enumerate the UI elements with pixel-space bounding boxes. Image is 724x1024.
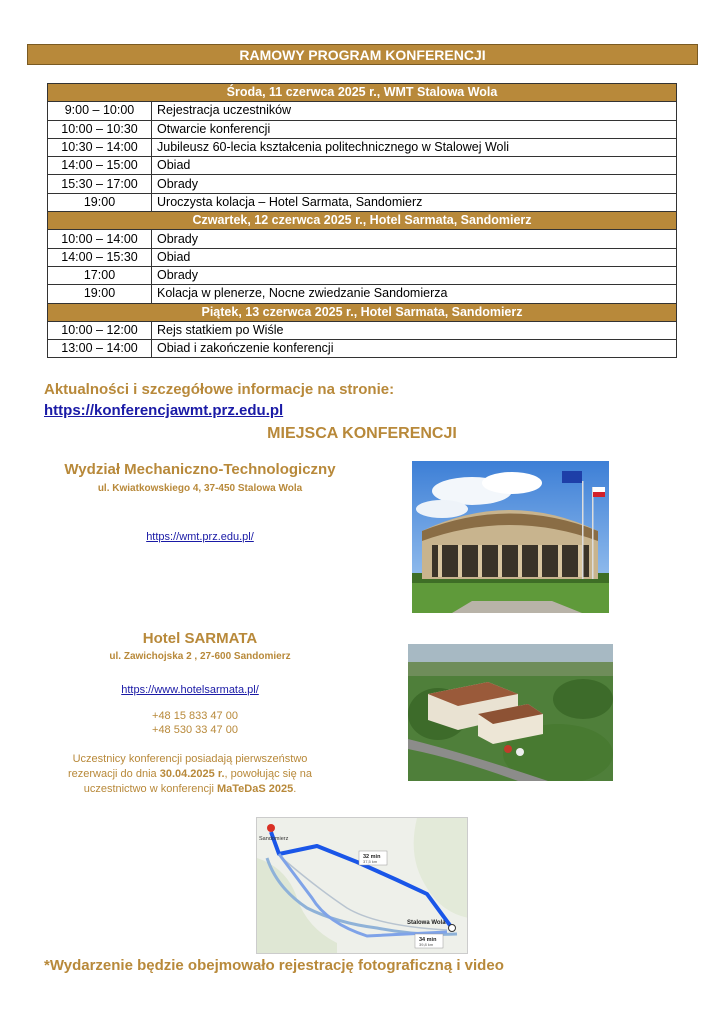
hotel-website-link[interactable]: https://www.hotelsarmata.pl/ <box>121 684 259 696</box>
table-row <box>48 175 677 193</box>
time-cell: 15:30 – 17:00 <box>48 175 152 193</box>
hotel-phone-2: +48 530 33 47 00 <box>152 724 238 736</box>
table-row <box>48 285 677 303</box>
table-row <box>48 102 677 120</box>
day-header-row <box>48 303 677 321</box>
note-text: , powołując się na <box>224 768 312 780</box>
map-label-sandomierz: Sandomierz <box>259 836 289 842</box>
conference-website-link[interactable]: https://konferencjawmt.prz.edu.pl <box>44 402 284 419</box>
wmt-name: Wydział Mechaniczno-Technologiczny <box>64 461 336 478</box>
wmt-address: ul. Kwiatkowskiego 4, 37-450 Stalowa Wola <box>97 483 303 494</box>
day-header: Czwartek, 12 czerwca 2025 r., Hotel Sarmata, Sandomierz <box>48 212 677 230</box>
conference-name: MaTeDaS 2025 <box>216 783 294 795</box>
time-cell: 19:00 <box>48 285 152 303</box>
table-row <box>48 340 677 358</box>
route-distance-2: 39,8 km <box>419 942 434 947</box>
hotel-reservation-note <box>40 752 340 797</box>
hotel-phone-1: +48 15 833 47 00 <box>152 710 238 722</box>
event-cell: Obiad <box>152 157 677 175</box>
reservation-deadline: 30.04.2025 r. <box>159 768 225 780</box>
time-cell: 10:00 – 10:30 <box>48 120 152 138</box>
day-header: Środa, 11 czerwca 2025 r., WMT Stalowa Wola <box>48 84 677 102</box>
footer-note: *Wydarzenie będzie obejmowało rejestrację fotograficzną i video <box>44 957 504 974</box>
map-label-stalowa-wola: Stalowa Wola <box>407 920 446 926</box>
table-row <box>48 266 677 284</box>
time-cell: 9:00 – 10:00 <box>48 102 152 120</box>
day-header-row <box>48 212 677 230</box>
hotel-address: ul. Zawichojska 2 , 27-600 Sandomierz <box>109 651 291 662</box>
table-row <box>48 120 677 138</box>
hotel-name: Hotel SARMATA <box>142 630 258 647</box>
route-time-2: 34 min <box>419 937 437 943</box>
table-row <box>48 138 677 156</box>
time-cell: 14:00 – 15:30 <box>48 248 152 266</box>
wmt-building-photo <box>412 461 609 613</box>
note-line-2 <box>40 767 340 782</box>
table-row <box>48 157 677 175</box>
event-cell: Obrady <box>152 266 677 284</box>
time-cell: 17:00 <box>48 266 152 284</box>
note-line-1: Uczestnicy konferencji posiadają pierwszeństwo <box>72 753 308 765</box>
table-row <box>48 230 677 248</box>
wmt-building-image <box>412 461 609 613</box>
note-text: uczestnictwo w konferencji <box>83 783 217 795</box>
route-map-image <box>257 818 468 954</box>
event-cell: Rejs statkiem po Wiśle <box>152 321 677 339</box>
day-header-row <box>48 84 677 102</box>
day-header: Piątek, 13 czerwca 2025 r., Hotel Sarmata, Sandomierz <box>48 303 677 321</box>
table-row <box>48 248 677 266</box>
hotel-aerial-photo <box>408 644 613 781</box>
event-cell: Obiad i zakończenie konferencji <box>152 340 677 358</box>
table-row <box>48 321 677 339</box>
time-cell: 19:00 <box>48 193 152 211</box>
note-text: rezerwacji do dnia <box>67 768 160 780</box>
wmt-website-link[interactable]: https://wmt.prz.edu.pl/ <box>146 531 254 543</box>
route-map <box>256 817 468 954</box>
hotel-aerial-image <box>408 644 613 781</box>
program-banner: RAMOWY PROGRAM KONFERENCJI <box>27 44 698 65</box>
event-cell: Obrady <box>152 230 677 248</box>
time-cell: 10:00 – 14:00 <box>48 230 152 248</box>
event-cell: Uroczysta kolacja – Hotel Sarmata, Sandomierz <box>152 193 677 211</box>
time-cell: 13:00 – 14:00 <box>48 340 152 358</box>
route-time-1: 32 min <box>363 854 381 860</box>
event-cell: Otwarcie konferencji <box>152 120 677 138</box>
note-text: . <box>293 783 297 795</box>
note-line-3 <box>40 782 340 797</box>
time-cell: 10:00 – 12:00 <box>48 321 152 339</box>
event-cell: Jubileusz 60-lecia kształcenia politechnicznego w Stalowej Woli <box>152 138 677 156</box>
time-cell: 14:00 – 15:00 <box>48 157 152 175</box>
venues-title: MIEJSCA KONFERENCJI <box>267 425 457 442</box>
event-cell: Kolacja w plenerze, Nocne zwiedzanie Sandomierza <box>152 285 677 303</box>
program-table <box>47 83 677 358</box>
event-cell: Obiad <box>152 248 677 266</box>
table-row <box>48 193 677 211</box>
news-text: Aktualności i szczegółowe informacje na stronie: <box>44 381 395 398</box>
event-cell: Rejestracja uczestników <box>152 102 677 120</box>
route-distance-1: 37,5 km <box>363 859 378 864</box>
time-cell: 10:30 – 14:00 <box>48 138 152 156</box>
event-cell: Obrady <box>152 175 677 193</box>
